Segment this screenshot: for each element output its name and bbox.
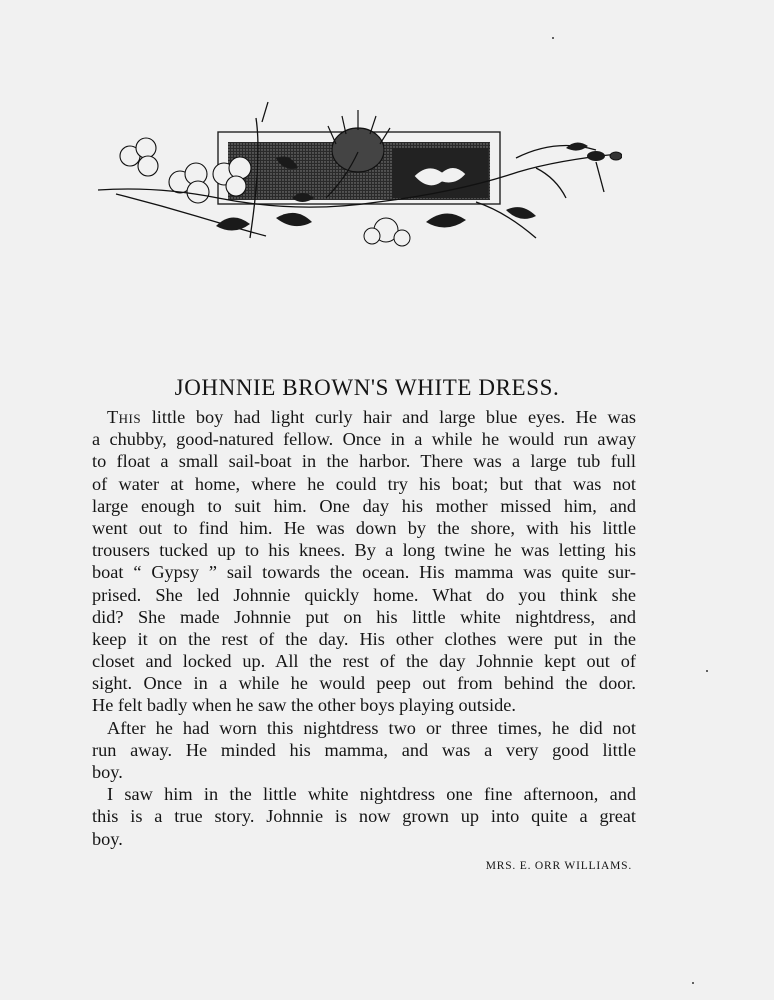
lead-word: This	[107, 407, 142, 427]
text-line: of water at home, where he could try his boat; but that was not	[92, 473, 636, 494]
text-line: run away. He minded his mamma, and was a very good little	[92, 739, 636, 760]
text-line: boat “ Gypsy ” sail towards the ocean. His mamma was quite sur-	[92, 562, 636, 583]
text-line: trousers tucked up to his knees. By a long twine he was letting his	[92, 540, 636, 561]
text-line: this is a true story. Johnnie is now grown up into quite a great	[92, 806, 636, 827]
text-line: I saw him in the little white nightdress one fine afternoon, and	[107, 784, 636, 805]
page-speck	[552, 37, 554, 39]
text-line: sight. Once in a while he would peep out from behind the door.	[92, 673, 636, 694]
text-line: boy.	[92, 828, 123, 849]
floral-vignette-icon	[96, 98, 622, 250]
text-line: prised. She led Johnnie quickly home. What do you think she	[92, 584, 636, 605]
text-line: went out to find him. He was down by the shore, with his little	[92, 517, 636, 538]
text-line: keep it on the rest of the day. His other clothes were put in the	[92, 628, 636, 649]
text-line: He felt badly when he saw the other boys playing outside.	[92, 695, 516, 716]
text-span: little boy had light curly hair and large blue eyes. He was	[141, 407, 636, 427]
text-line: did? She made Johnnie put on his little white nightdress, and	[92, 606, 636, 627]
text-line: to float a small sail-boat in the harbor. There was a large tub full	[92, 451, 636, 472]
page-title-text: JOHNNIE BROWN'S WHITE DRESS.	[174, 375, 560, 401]
page-speck	[692, 982, 694, 984]
text-line: a chubby, good-natured fellow. Once in a while he would run away	[92, 429, 636, 450]
author-signature: MRS. E. ORR WILLIAMS.	[485, 860, 632, 872]
page-speck	[706, 670, 708, 672]
story-body	[92, 406, 636, 850]
text-line: After he had worn this nightdress two or three times, he did not	[107, 717, 636, 738]
text-line: boy.	[92, 762, 123, 782]
text-line	[92, 406, 636, 428]
text-line: large enough to suit him. One day his mother missed him, and	[92, 495, 636, 516]
text-line: closet and locked up. All the rest of the day Johnnie kept out of	[92, 651, 636, 672]
page-title	[0, 375, 734, 401]
